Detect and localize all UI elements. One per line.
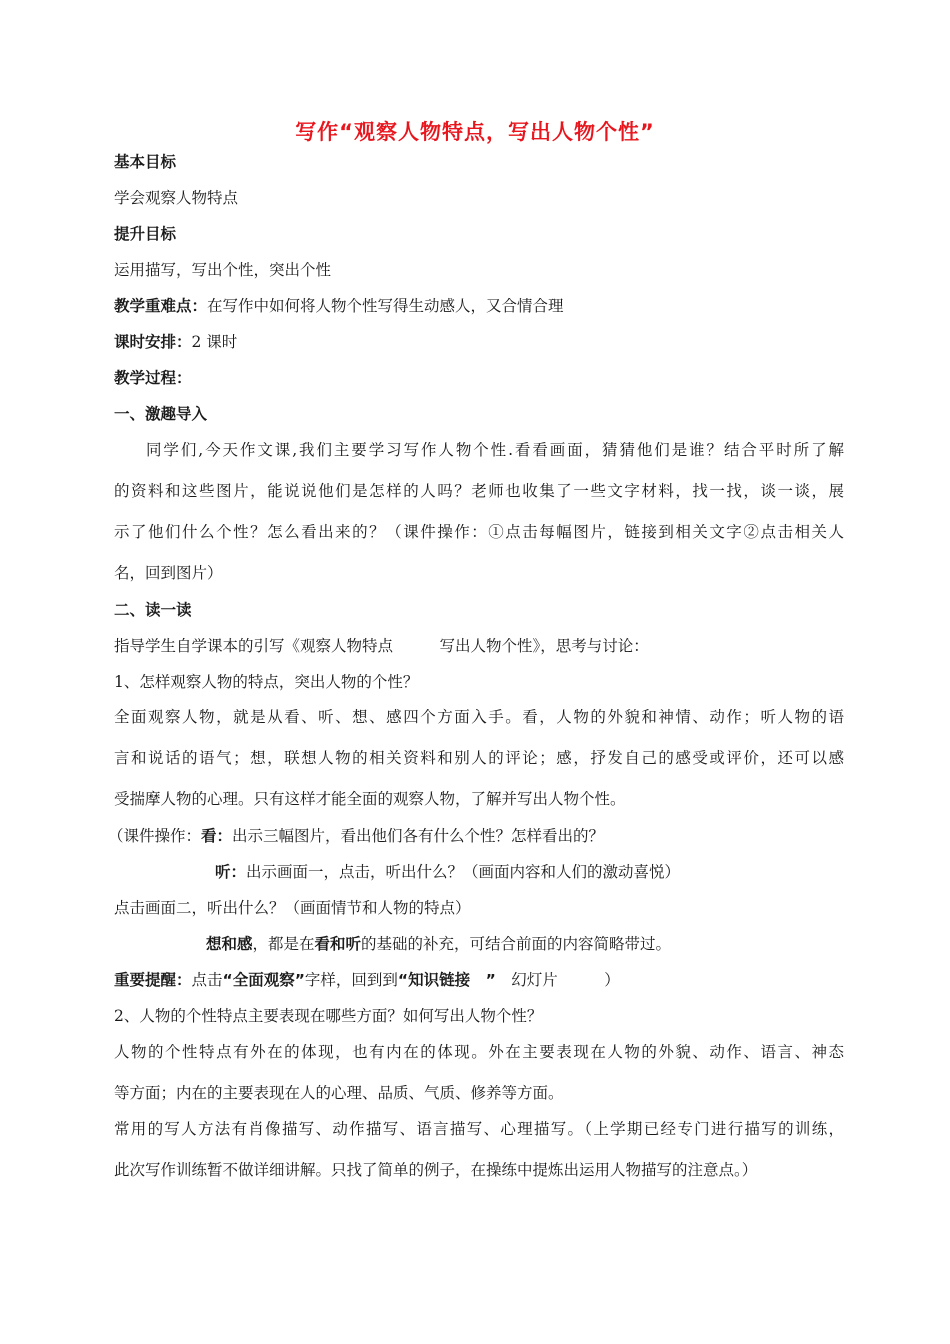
answer-2-line: 等方面；内在的主要表现在人的心理、品质、气质、修养等方面。 xyxy=(114,1084,564,1102)
schedule-line xyxy=(114,331,237,353)
op-listen-text: 出示画面一，点击，听出什么？（画面内容和人们的激动喜悦） xyxy=(246,863,681,881)
page-title: 写作“观察人物特点，写出人物个性” xyxy=(295,120,655,144)
courseware-op-click2: 点击画面二，听出什么？（画面情节和人物的特点） xyxy=(114,899,471,917)
guide-line: 指导学生自学课本的引写《观察人物特点 写出人物个性》，思考与讨论： xyxy=(114,637,649,655)
reminder-line xyxy=(114,969,620,991)
answer-1-line: 言和说话的语气；想，联想人物的相关资料和别人的评论；感，抒发自己的感受或评价，还可以感 xyxy=(114,749,844,767)
part1-paragraph-line: 的资料和这些图片，能说说他们是怎样的人吗？老师也收集了一些文字材料，找一找，谈一谈，展 xyxy=(114,482,844,500)
advanced-goal-text: 运用描写，写出个性，突出个性 xyxy=(114,261,332,279)
reminder-bold-2-end: ” xyxy=(470,971,496,989)
part1-heading: 一、激趣导入 xyxy=(114,405,208,423)
think-mid: ，都是在 xyxy=(252,935,315,953)
reminder-bold-2: “知识链接 xyxy=(397,971,471,989)
reminder-bold-1-end: ” xyxy=(294,971,305,989)
process-heading: 教学过程： xyxy=(114,369,192,387)
part2-heading: 二、读一读 xyxy=(114,601,192,619)
op-look-text: 出示三幅图片，看出他们各有什么个性？怎样看出的？ xyxy=(232,827,605,845)
reminder-mid: 字样，回到到 xyxy=(304,971,398,989)
schedule-label: 课时安排： xyxy=(114,333,192,351)
basic-goal-heading: 基本目标 xyxy=(114,153,177,171)
answer-3-line: 常用的写人方法有肖像描写、动作描写、语言描写、心理描写。（上学期已经专门进行描写的训练， xyxy=(114,1120,844,1138)
reminder-label: 重要提醒： xyxy=(114,971,192,989)
part1-paragraph-line: 示了他们什么个性？怎么看出来的？（课件操作：①点击每幅图片，链接到相关文字②点击相关人 xyxy=(114,523,844,541)
answer-1-line: 全面观察人物，就是从看、听、想、感四个方面入手。看，人物的外貌和神情、动作；听人物的语 xyxy=(114,708,844,726)
think-bold: 看和听 xyxy=(314,935,362,953)
answer-3-line: 此次写作训练暂不做详细讲解。只找了简单的例子，在操练中提炼出运用人物描写的注意点。） xyxy=(114,1161,758,1179)
answer-1-line: 受揣摩人物的心理。只有这样才能全面的观察人物，了解并写出人物个性。 xyxy=(114,790,626,808)
question-1: 1、怎样观察人物的特点，突出人物的个性？ xyxy=(114,673,419,691)
courseware-op-look xyxy=(108,825,604,847)
reminder-bold-1: “全面观察 xyxy=(222,971,295,989)
op-prefix: （课件操作： xyxy=(108,827,202,845)
op-listen-label: 听： xyxy=(215,863,247,881)
think-feel-line xyxy=(206,933,671,955)
courseware-op-listen xyxy=(215,861,680,883)
answer-2-line: 人物的个性特点有外在的体现，也有内在的体现。外在主要表现在人物的外貌、动作、语言、神态 xyxy=(114,1043,844,1061)
part1-paragraph-line: 名，回到图片） xyxy=(114,564,223,582)
think-end: 的基础的补充，可结合前面的内容简略带过。 xyxy=(361,935,672,953)
reminder-tail: 幻灯片 ） xyxy=(495,971,620,989)
advanced-goal-heading: 提升目标 xyxy=(114,225,177,243)
part1-paragraph-line: 同学们,今天作文课,我们主要学习写作人物个性.看看画面，猜猜他们是谁？结合平时所了解 xyxy=(146,441,844,459)
think-label: 想和感 xyxy=(206,935,253,953)
op-look-label: 看： xyxy=(201,827,233,845)
key-points-label: 教学重难点： xyxy=(114,297,208,315)
schedule-text: 2 课时 xyxy=(191,333,238,351)
key-points-line xyxy=(114,295,564,317)
reminder-click: 点击 xyxy=(191,971,223,989)
question-2: 2、人物的个性特点主要表现在哪些方面？如何写出人物个性？ xyxy=(114,1007,543,1025)
key-points-text: 在写作中如何将人物个性写得生动感人，又合情合理 xyxy=(207,297,564,315)
basic-goal-text: 学会观察人物特点 xyxy=(114,189,239,207)
